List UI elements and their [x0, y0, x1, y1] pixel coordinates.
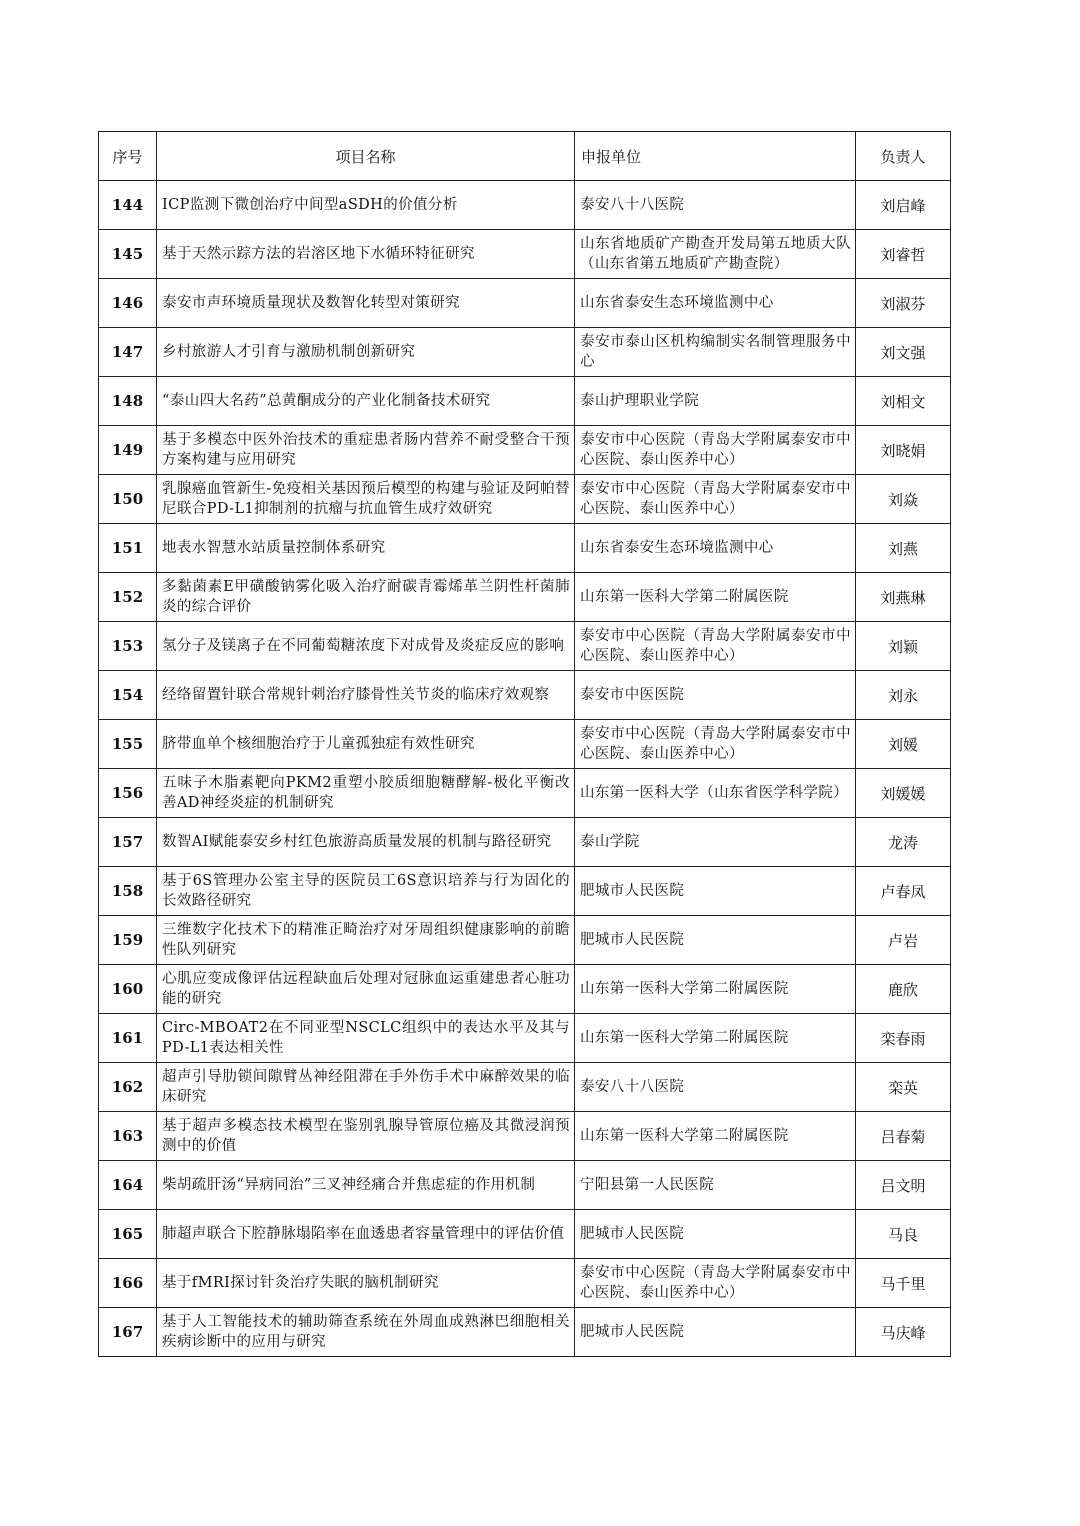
row-serial: 159 — [99, 916, 157, 965]
row-project-name: 基于超声多模态技术模型在鉴别乳腺导管原位癌及其微浸润预测中的价值 — [157, 1112, 575, 1161]
table-row — [99, 916, 951, 965]
row-applicant-unit: 山东省地质矿产勘查开发局第五地质大队（山东省第五地质矿产勘查院） — [575, 230, 856, 279]
row-person-in-charge: 马千里 — [856, 1259, 951, 1308]
row-project-name: 心肌应变成像评估远程缺血后处理对冠脉血运重建患者心脏功能的研究 — [157, 965, 575, 1014]
row-project-name: 脐带血单个核细胞治疗于儿童孤独症有效性研究 — [157, 720, 575, 769]
row-project-name: 基于6S管理办公室主导的医院员工6S意识培养与行为固化的长效路径研究 — [157, 867, 575, 916]
row-applicant-unit: 肥城市人民医院 — [575, 1210, 856, 1259]
table-row — [99, 181, 951, 230]
row-serial: 157 — [99, 818, 157, 867]
row-serial: 145 — [99, 230, 157, 279]
row-applicant-unit: 肥城市人民医院 — [575, 867, 856, 916]
table-row — [99, 769, 951, 818]
row-serial: 154 — [99, 671, 157, 720]
row-applicant-unit: 泰安市中心医院（青岛大学附属泰安市中心医院、泰山医养中心） — [575, 426, 856, 475]
row-applicant-unit: 宁阳县第一人民医院 — [575, 1161, 856, 1210]
row-serial: 161 — [99, 1014, 157, 1063]
row-project-name: 基于天然示踪方法的岩溶区地下水循环特征研究 — [157, 230, 575, 279]
row-project-name: 基于多模态中医外治技术的重症患者肠内营养不耐受整合干预方案构建与应用研究 — [157, 426, 575, 475]
row-applicant-unit: 泰山护理职业学院 — [575, 377, 856, 426]
row-serial: 150 — [99, 475, 157, 524]
row-person-in-charge: 刘媛 — [856, 720, 951, 769]
table-row — [99, 426, 951, 475]
table-row — [99, 818, 951, 867]
row-applicant-unit: 山东第一医科大学第二附属医院 — [575, 965, 856, 1014]
row-serial: 146 — [99, 279, 157, 328]
row-person-in-charge: 吕文明 — [856, 1161, 951, 1210]
row-serial: 144 — [99, 181, 157, 230]
table-header-row — [99, 132, 951, 181]
row-applicant-unit: 山东第一医科大学第二附属医院 — [575, 573, 856, 622]
table-row — [99, 524, 951, 573]
row-applicant-unit: 泰安八十八医院 — [575, 1063, 856, 1112]
row-project-name: 超声引导肋锁间隙臂丛神经阻滞在手外伤手术中麻醉效果的临床研究 — [157, 1063, 575, 1112]
header-person-in-charge: 负责人 — [856, 132, 951, 181]
row-project-name: 地表水智慧水站质量控制体系研究 — [157, 524, 575, 573]
row-applicant-unit: 山东第一医科大学（山东省医学科学院） — [575, 769, 856, 818]
project-table — [98, 131, 951, 1357]
row-serial: 167 — [99, 1308, 157, 1357]
row-project-name: 肺超声联合下腔静脉塌陷率在血透患者容量管理中的评估价值 — [157, 1210, 575, 1259]
row-applicant-unit: 山东省泰安生态环境监测中心 — [575, 524, 856, 573]
table-row — [99, 1161, 951, 1210]
row-serial: 158 — [99, 867, 157, 916]
row-serial: 162 — [99, 1063, 157, 1112]
row-person-in-charge: 鹿欣 — [856, 965, 951, 1014]
row-project-name: 经络留置针联合常规针刺治疗膝骨性关节炎的临床疗效观察 — [157, 671, 575, 720]
table-row — [99, 1063, 951, 1112]
row-person-in-charge: 刘晓娟 — [856, 426, 951, 475]
row-serial: 166 — [99, 1259, 157, 1308]
row-project-name: ICP监测下微创治疗中间型aSDH的价值分析 — [157, 181, 575, 230]
row-serial: 153 — [99, 622, 157, 671]
table-row — [99, 279, 951, 328]
row-serial: 164 — [99, 1161, 157, 1210]
row-serial: 152 — [99, 573, 157, 622]
row-person-in-charge: 刘燕 — [856, 524, 951, 573]
row-serial: 149 — [99, 426, 157, 475]
row-person-in-charge: 卢春凤 — [856, 867, 951, 916]
row-applicant-unit: 山东省泰安生态环境监测中心 — [575, 279, 856, 328]
row-person-in-charge: 刘燕琳 — [856, 573, 951, 622]
row-applicant-unit: 肥城市人民医院 — [575, 1308, 856, 1357]
row-applicant-unit: 山东第一医科大学第二附属医院 — [575, 1014, 856, 1063]
row-applicant-unit: 肥城市人民医院 — [575, 916, 856, 965]
table-row — [99, 671, 951, 720]
row-person-in-charge: 刘媛媛 — [856, 769, 951, 818]
row-person-in-charge: 刘颖 — [856, 622, 951, 671]
row-person-in-charge: 刘睿哲 — [856, 230, 951, 279]
row-applicant-unit: 泰山学院 — [575, 818, 856, 867]
table-body — [99, 181, 951, 1357]
row-person-in-charge: 栾英 — [856, 1063, 951, 1112]
row-person-in-charge: 栾春雨 — [856, 1014, 951, 1063]
row-applicant-unit: 泰安市中心医院（青岛大学附属泰安市中心医院、泰山医养中心） — [575, 1259, 856, 1308]
row-person-in-charge: 刘启峰 — [856, 181, 951, 230]
table-row — [99, 475, 951, 524]
row-serial: 148 — [99, 377, 157, 426]
header-applicant-unit: 申报单位 — [575, 132, 856, 181]
header-project-name: 项目名称 — [157, 132, 575, 181]
row-person-in-charge: 刘永 — [856, 671, 951, 720]
row-applicant-unit: 泰安市中心医院（青岛大学附属泰安市中心医院、泰山医养中心） — [575, 622, 856, 671]
table-row — [99, 867, 951, 916]
row-project-name: 三维数字化技术下的精准正畸治疗对牙周组织健康影响的前瞻性队列研究 — [157, 916, 575, 965]
table-row — [99, 1112, 951, 1161]
table-row — [99, 1308, 951, 1357]
row-person-in-charge: 吕春菊 — [856, 1112, 951, 1161]
row-serial: 165 — [99, 1210, 157, 1259]
table-row — [99, 230, 951, 279]
row-project-name: 乳腺癌血管新生-免疫相关基因预后模型的构建与验证及阿帕替尼联合PD-L1抑制剂的抗瘤与抗血管生成疗效研究 — [157, 475, 575, 524]
row-project-name: 柴胡疏肝汤“异病同治”三叉神经痛合并焦虑症的作用机制 — [157, 1161, 575, 1210]
row-project-name: 基于人工智能技术的辅助筛查系统在外周血成熟淋巴细胞相关疾病诊断中的应用与研究 — [157, 1308, 575, 1357]
row-person-in-charge: 刘淑芬 — [856, 279, 951, 328]
table-row — [99, 328, 951, 377]
row-project-name: Circ-MBOAT2在不同亚型NSCLC组织中的表达水平及其与PD-L1表达相关性 — [157, 1014, 575, 1063]
row-serial: 151 — [99, 524, 157, 573]
row-serial: 147 — [99, 328, 157, 377]
row-project-name: “泰山四大名药”总黄酮成分的产业化制备技术研究 — [157, 377, 575, 426]
row-applicant-unit: 泰安市中心医院（青岛大学附属泰安市中心医院、泰山医养中心） — [575, 475, 856, 524]
row-person-in-charge: 卢岩 — [856, 916, 951, 965]
header-serial: 序号 — [99, 132, 157, 181]
row-serial: 156 — [99, 769, 157, 818]
table-row — [99, 965, 951, 1014]
table-row — [99, 573, 951, 622]
row-person-in-charge: 马良 — [856, 1210, 951, 1259]
row-person-in-charge: 龙涛 — [856, 818, 951, 867]
row-project-name: 多黏菌素E甲磺酸钠雾化吸入治疗耐碳青霉烯革兰阴性杆菌肺炎的综合评价 — [157, 573, 575, 622]
row-serial: 163 — [99, 1112, 157, 1161]
table-row — [99, 622, 951, 671]
table-row — [99, 720, 951, 769]
row-project-name: 基于fMRI探讨针灸治疗失眠的脑机制研究 — [157, 1259, 575, 1308]
row-applicant-unit: 泰安八十八医院 — [575, 181, 856, 230]
row-applicant-unit: 山东第一医科大学第二附属医院 — [575, 1112, 856, 1161]
row-serial: 155 — [99, 720, 157, 769]
row-person-in-charge: 刘文强 — [856, 328, 951, 377]
row-project-name: 数智AI赋能泰安乡村红色旅游高质量发展的机制与路径研究 — [157, 818, 575, 867]
row-project-name: 泰安市声环境质量现状及数智化转型对策研究 — [157, 279, 575, 328]
row-person-in-charge: 刘相文 — [856, 377, 951, 426]
row-project-name: 五味子木脂素靶向PKM2重塑小胶质细胞糖酵解-极化平衡改善AD神经炎症的机制研究 — [157, 769, 575, 818]
table-row — [99, 377, 951, 426]
table-row — [99, 1210, 951, 1259]
row-applicant-unit: 泰安市中心医院（青岛大学附属泰安市中心医院、泰山医养中心） — [575, 720, 856, 769]
table-row — [99, 1014, 951, 1063]
row-person-in-charge: 刘焱 — [856, 475, 951, 524]
row-applicant-unit: 泰安市泰山区机构编制实名制管理服务中心 — [575, 328, 856, 377]
row-person-in-charge: 马庆峰 — [856, 1308, 951, 1357]
row-applicant-unit: 泰安市中医医院 — [575, 671, 856, 720]
row-project-name: 氢分子及镁离子在不同葡萄糖浓度下对成骨及炎症反应的影响 — [157, 622, 575, 671]
row-project-name: 乡村旅游人才引育与激励机制创新研究 — [157, 328, 575, 377]
row-serial: 160 — [99, 965, 157, 1014]
table-row — [99, 1259, 951, 1308]
